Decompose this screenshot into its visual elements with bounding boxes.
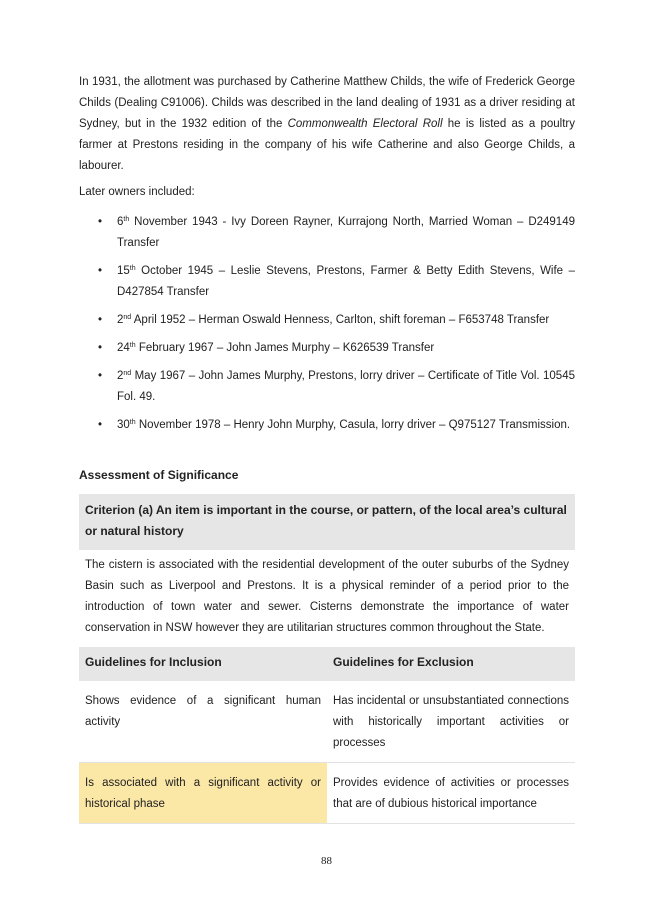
list-item (79, 415, 575, 436)
list-item (79, 310, 575, 331)
owner-text: November 1978 – Henry John Murphy, Casula, lorry driver – Q975127 Transmission. (135, 419, 571, 431)
intro-text-1: In 1931, the allotment was purchased by Catherine Matthew Childs, the wife of Frederick George Childs (Dealing C91006). Childs was described in the land dealing of 1931 as a driver residing at Sydney, but in the 1932 edition of the (79, 76, 575, 130)
criterion-table (79, 494, 575, 647)
list-item (79, 261, 575, 303)
list-item (79, 338, 575, 359)
owner-day-suffix: th (123, 216, 130, 223)
intro-italic-title: Commonwealth Electoral Roll (287, 118, 443, 130)
bullet-icon: • (98, 370, 103, 382)
inclusion-cell-highlighted: Is associated with a significant activity or historical phase (79, 763, 327, 824)
owners-list (79, 212, 575, 436)
inclusion-heading: Guidelines for Inclusion (79, 647, 327, 681)
bullet-icon: • (98, 314, 103, 326)
owner-text: April 1952 – Herman Oswald Henness, Carlton, shift foreman – F653748 Transfer (131, 314, 550, 326)
list-item (79, 212, 575, 254)
exclusion-heading: Guidelines for Exclusion (327, 647, 575, 681)
owner-day-suffix: nd (123, 370, 132, 377)
intro-text-2: he is listed as a poultry farmer at Prestons residing in the company of his wife Catherine and also George Childs, a labourer. (79, 118, 575, 172)
owner-day: 2 (117, 370, 124, 382)
owner-day: 6 (117, 216, 124, 228)
table-row (79, 763, 575, 824)
bullet-icon: • (98, 265, 103, 277)
owner-day: 30 (117, 419, 130, 431)
owner-day: 15 (117, 265, 130, 277)
assessment-heading: Assessment of Significance (79, 468, 239, 482)
page-number: 88 (321, 855, 332, 867)
bullet-icon: • (98, 342, 103, 354)
owner-day-suffix: nd (123, 314, 132, 321)
owner-text: October 1945 – Leslie Stevens, Prestons, Farmer & Betty Edith Stevens, Wife – D427854 Transfer (117, 265, 575, 298)
guidelines-table (79, 647, 575, 824)
owner-text: May 1967 – John James Murphy, Prestons, lorry driver – Certificate of Title Vol. 10545 Fol. 49. (117, 370, 575, 403)
criterion-body: The cistern is associated with the residential development of the outer suburbs of the Sydney Basin such as Liverpool and Prestons. It is a physical reminder of a period prior to the introduction of town water and sewer. Cisterns demonstrate the importance of water conservation in NSW however they are utilitarian structures common throughout the State. (85, 559, 569, 634)
criterion-heading: Criterion (a) An item is important in the course, or pattern, of the local area’s cultural or natural history (79, 494, 575, 550)
intro-paragraph (79, 72, 575, 177)
guidelines-header-row (79, 647, 575, 681)
bullet-icon: • (98, 216, 103, 228)
owner-day: 2 (117, 314, 124, 326)
owner-text: February 1967 – John James Murphy – K626539 Transfer (135, 342, 435, 354)
exclusion-cell: Provides evidence of activities or processes that are of dubious historical importance (327, 763, 575, 824)
inclusion-cell: Shows evidence of a significant human activity (79, 681, 327, 763)
list-item (79, 366, 575, 408)
owner-text: November 1943 - Ivy Doreen Rayner, Kurrajong North, Married Woman – D249149 Transfer (117, 216, 575, 249)
bullet-icon: • (98, 419, 103, 431)
exclusion-cell: Has incidental or unsubstantiated connections with historically important activities or processes (327, 681, 575, 763)
owner-day-suffix: th (129, 265, 136, 272)
document-page (79, 72, 575, 824)
owner-day: 24 (117, 342, 130, 354)
owner-day-suffix: th (129, 419, 136, 426)
later-owners-label: Later owners included: (79, 186, 195, 198)
table-row (79, 681, 575, 763)
owner-day-suffix: th (129, 342, 136, 349)
